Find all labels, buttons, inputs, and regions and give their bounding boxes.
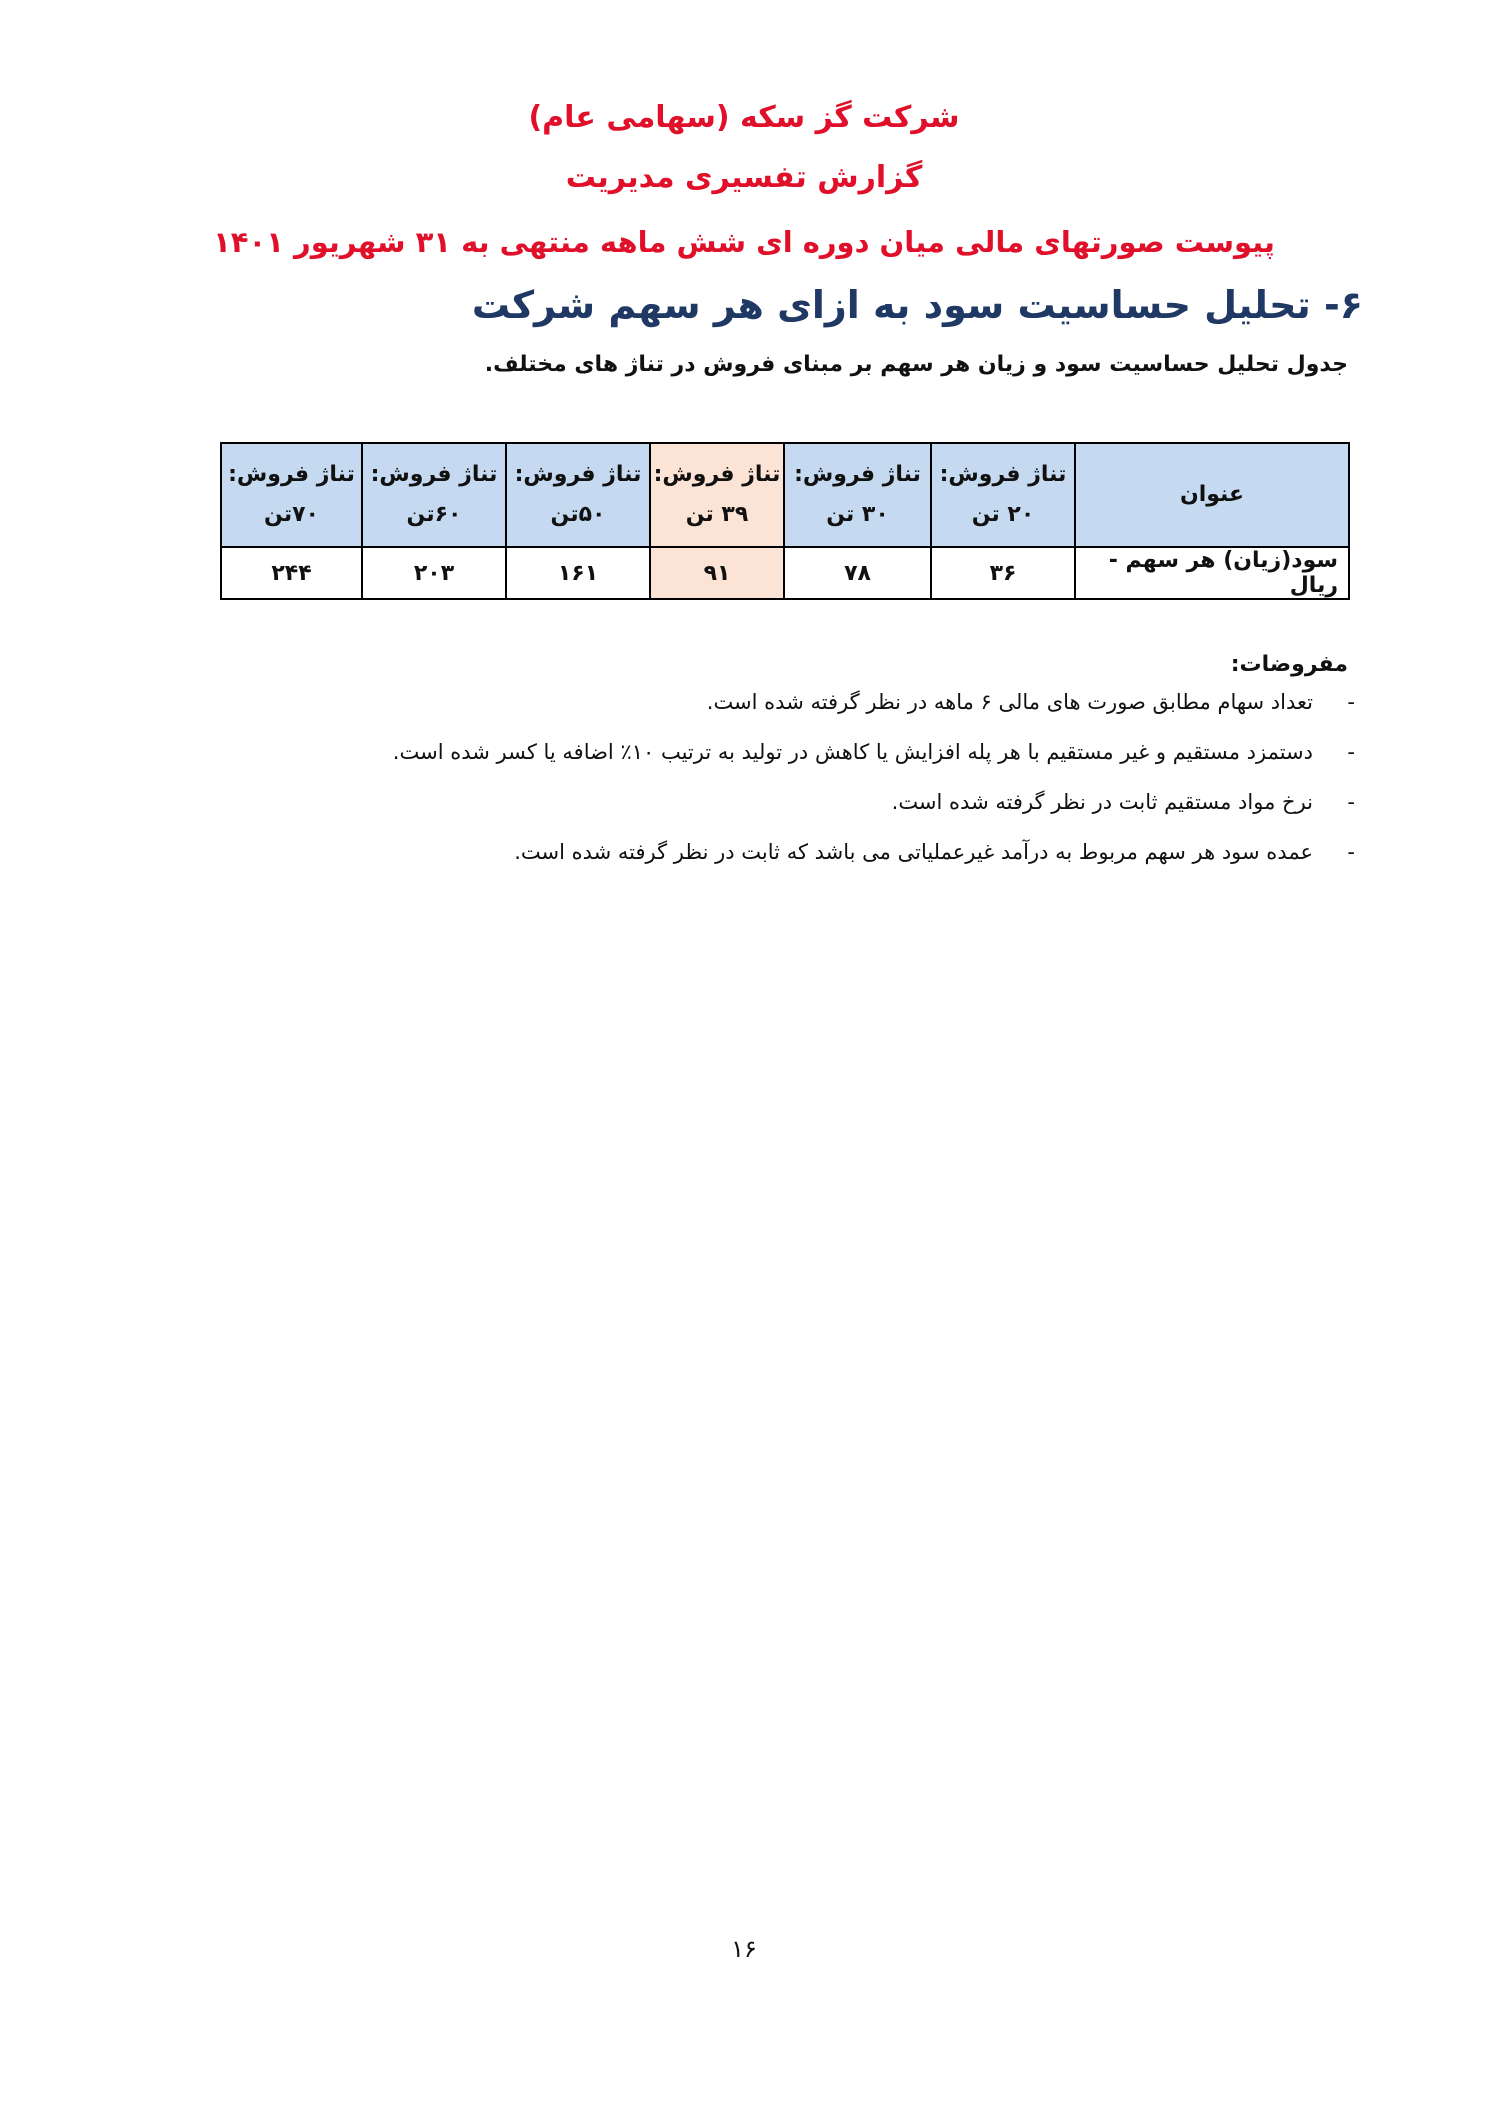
header-label: تناژ فروش: [514,462,642,487]
list-dash: - [1347,740,1355,764]
list-item [706,690,1355,714]
header-label: تناژ فروش: [939,462,1067,487]
header-value: ۲۰ تن [971,502,1035,527]
section-heading: ۶- تحلیل حساسیت سود به ازای هر سهم شرکت [471,283,1363,327]
eps-value-50: ۱۶۱ [506,547,650,599]
list-dash: - [1347,840,1355,864]
header-value: ۳۰ تن [826,502,889,527]
appendix-title: پیوست صورتهای مالی میان دوره ای شش ماهه منتهی به ۳۱ شهریور ۱۴۰۱ [213,225,1275,259]
row-label-eps: سود(زیان) هر سهم - ریال [1075,547,1349,599]
header-value: ۶۰تن [406,502,462,527]
report-title: گزارش تفسیری مدیریت [565,160,923,195]
list-dash: - [1347,690,1355,714]
page-number: ۱۶ [731,1935,757,1963]
assumptions-title: مفروضات: [1230,652,1348,677]
header-label: تناژ فروش: [370,462,498,487]
eps-value-20: ۳۶ [931,547,1075,599]
list-item [392,740,1355,764]
sensitivity-table [220,442,1350,600]
header-cell-39-highlighted [650,443,784,547]
eps-value-39-highlighted: ۹۱ [650,547,784,599]
list-dash: - [1347,790,1355,814]
assumption-text: عمده سود هر سهم مربوط به درآمد غیرعملیاتی می باشد که ثابت در نظر گرفته شده است. [514,840,1313,864]
assumption-text: تعداد سهام مطابق صورت های مالی ۶ ماهه در نظر گرفته شده است. [706,690,1313,714]
list-item [891,790,1355,814]
eps-value-60: ۲۰۳ [362,547,506,599]
header-cell-20 [931,443,1075,547]
table-caption: جدول تحلیل حساسیت سود و زیان هر سهم بر مبنای فروش در تناژ های مختلف. [484,352,1348,377]
eps-value-70: ۲۴۴ [221,547,362,599]
header-value: ۵۰تن [550,502,606,527]
company-title: شرکت گز سکه (سهامی عام) [528,100,960,135]
header-value: ۷۰تن [264,502,319,527]
table-header-row [221,443,1349,547]
list-item [514,840,1355,864]
header-label: تناژ فروش: [653,462,781,487]
header-cell-50 [506,443,650,547]
header-label: تناژ فروش: [228,462,355,487]
assumption-text: دستمزد مستقیم و غیر مستقیم با هر پله افزایش یا کاهش در تولید به ترتیب ۱۰٪ اضافه یا کسر شده است. [392,740,1313,764]
header-cell-title: عنوان [1075,443,1349,547]
header-cell-60 [362,443,506,547]
eps-value-30: ۷۸ [784,547,931,599]
header-cell-30 [784,443,931,547]
header-cell-70 [221,443,362,547]
assumption-text: نرخ مواد مستقیم ثابت در نظر گرفته شده است. [891,790,1313,814]
header-value: ۳۹ تن [685,502,749,527]
table-row [221,547,1349,599]
header-label: تناژ فروش: [794,462,921,487]
